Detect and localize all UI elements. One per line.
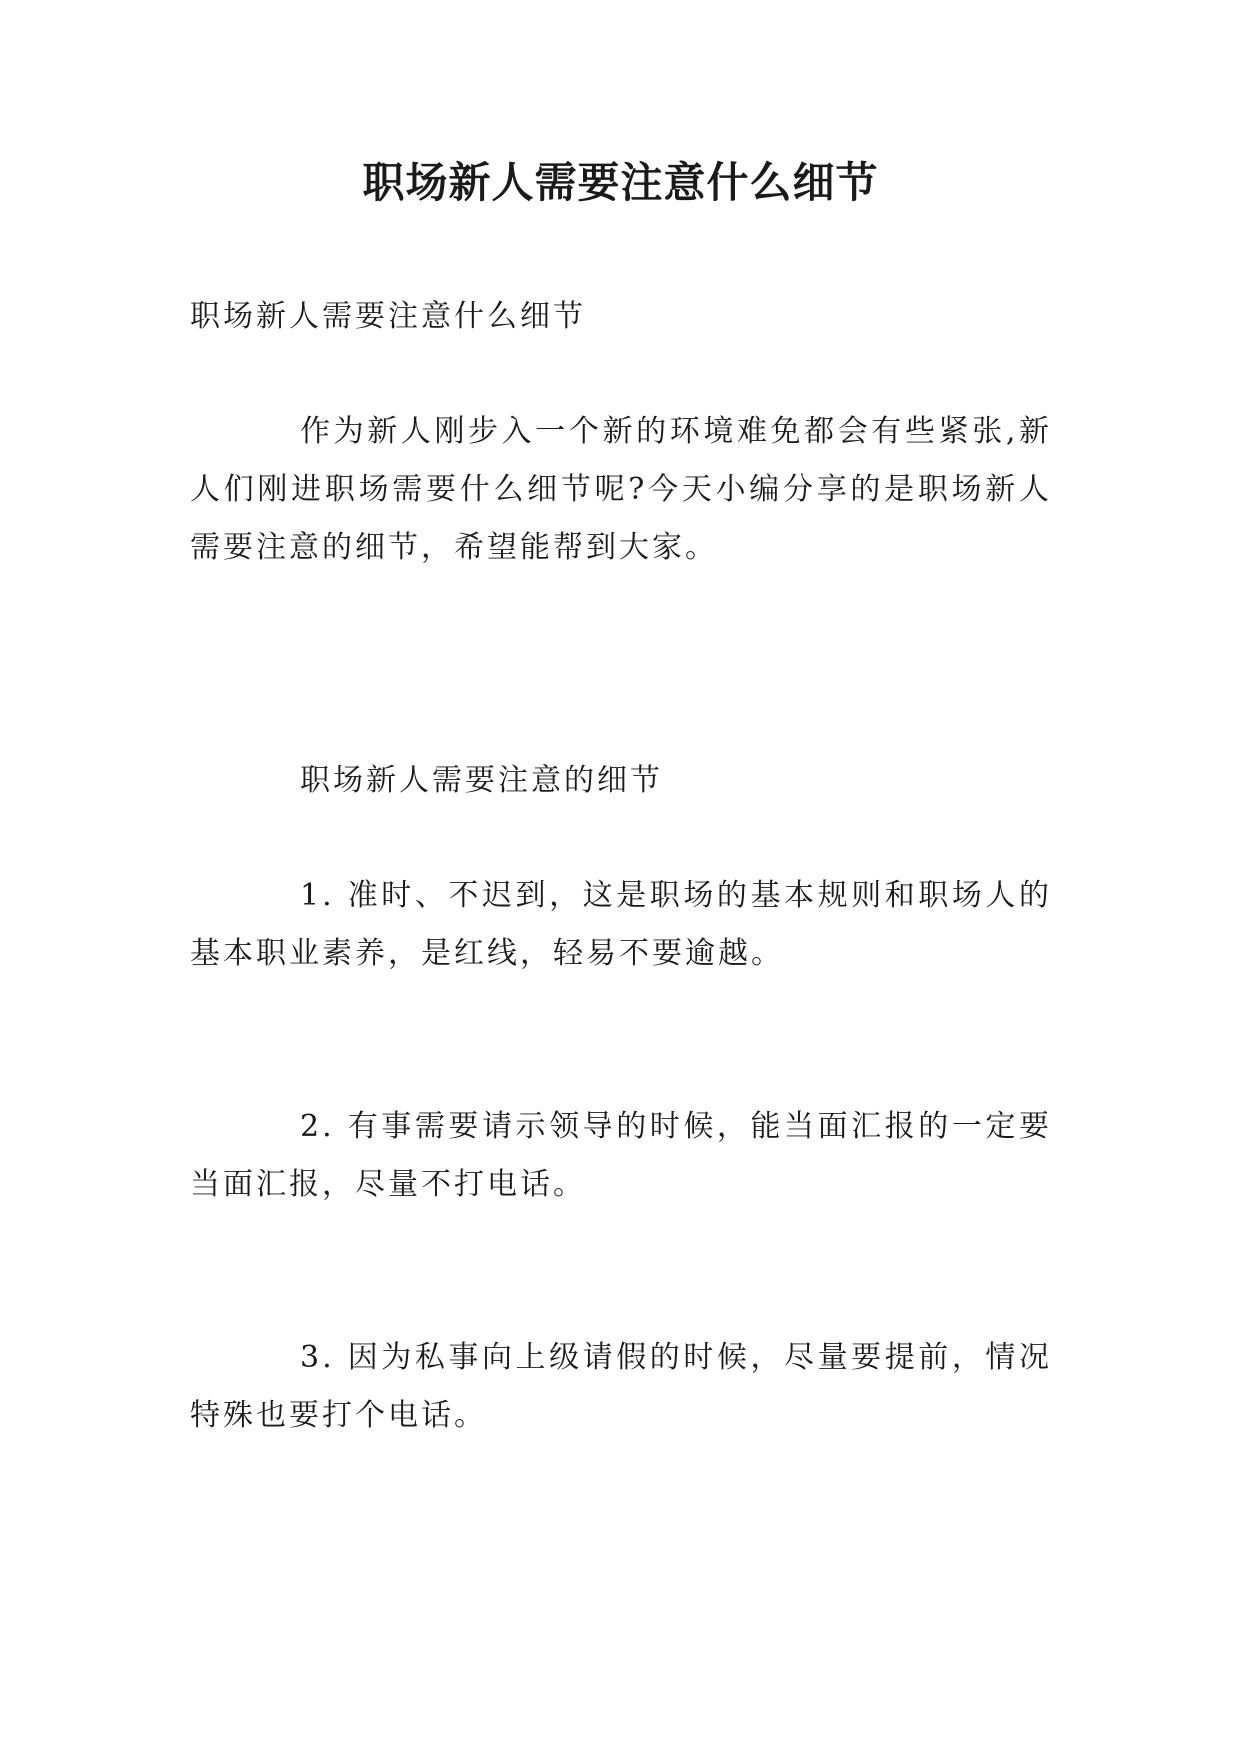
document-subtitle: 职场新人需要注意什么细节	[190, 299, 586, 334]
list-item: 2. 有事需要请示领导的时候，能当面汇报的一定要当面汇报，尽量不打电话。	[190, 1109, 1052, 1202]
document-title: 职场新人需要注意什么细节	[362, 158, 879, 207]
list-item: 1. 准时、不迟到，这是职场的基本规则和职场人的基本职业素养，是红线，轻易不要逾越。	[190, 878, 1052, 971]
intro-paragraph: 作为新人刚步入一个新的环境难免都会有些紧张,新人们刚进职场需要什么细节呢?今天小编分享的是职场新人需要注意的细节，希望能帮到大家。	[190, 414, 1052, 565]
section-heading: 职场新人需要注意的细节	[300, 763, 663, 798]
list-item: 3. 因为私事向上级请假的时候，尽量要提前，情况特殊也要打个电话。	[190, 1340, 1052, 1433]
